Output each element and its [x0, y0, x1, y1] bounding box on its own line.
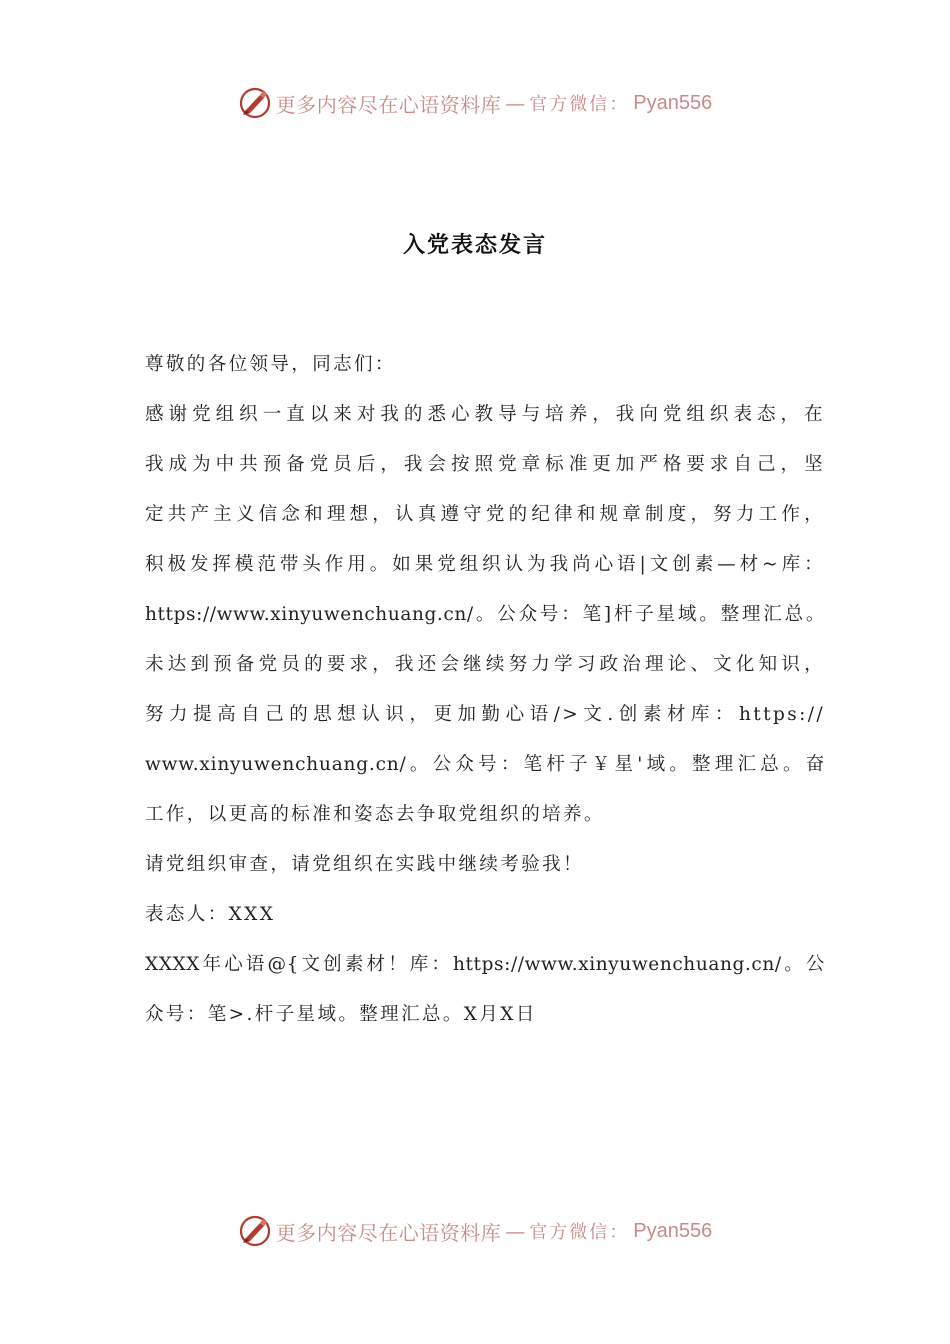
- watermark-wechat-id: Pyan556: [633, 1219, 713, 1242]
- body-line-salutation: 尊敬的各位领导，同志们：: [145, 354, 396, 375]
- body-line-date: XXXX年心语@{文创素材！库：https://www.xinyuwenchuang.cn/。公: [145, 954, 825, 975]
- body-line: 未达到预备党员的要求，我还会继续努力学习政治理论、文化知识，: [145, 654, 825, 675]
- body-line: 定共产主义信念和理想，认真遵守党的纪律和规章制度，努力工作，: [145, 504, 825, 525]
- body-line-request: 请党组织审查，请党组织在实践中继续考验我！: [145, 854, 584, 875]
- watermark-row: [238, 1214, 712, 1248]
- watermark-separator: —: [505, 1219, 526, 1243]
- footer-watermark: [0, 1211, 950, 1251]
- body-line: 感谢党组织一直以来对我的悉心教导与培养，我向党组织表态，在: [145, 404, 825, 425]
- watermark-wechat-id: Pyan556: [633, 91, 713, 114]
- watermark-text: 更多内容尽在心语资料库: [275, 92, 502, 117]
- header-watermark: [0, 83, 950, 123]
- body-line: https://www.xinyuwenchuang.cn/。公众号：笔]杆子星域。整理汇总。: [145, 604, 825, 625]
- watermark-label: 官方微信：: [529, 1222, 630, 1243]
- body-line: 工作，以更高的标准和姿态去争取党组织的培养。: [145, 804, 605, 825]
- watermark-label: 官方微信：: [529, 94, 630, 115]
- body-line-date-cont: 众号：笔>.杆子星域。整理汇总。X月X日: [145, 1004, 537, 1025]
- watermark-row: [238, 86, 712, 120]
- pen-logo-icon: [238, 86, 272, 120]
- document-title: 入党表态发言: [402, 233, 547, 258]
- body-line: 我成为中共预备党员后，我会按照党章标准更加严格要求自己，坚: [145, 454, 825, 475]
- body-line: 积极发挥模范带头作用。如果党组织认为我尚心语|文创素—材~库：: [145, 554, 825, 575]
- body-line: 努力提高自己的思想认识，更加勤心语/>文.创素材库：https://: [145, 704, 825, 725]
- document-body: [145, 340, 825, 1040]
- body-line: www.xinyuwenchuang.cn/。公众号：笔杆子￥星'域。整理汇总。奋: [145, 754, 825, 775]
- watermark-separator: —: [505, 91, 526, 115]
- pen-logo-icon: [238, 1214, 272, 1248]
- body-line-signatory: 表态人：XXX: [145, 904, 276, 925]
- watermark-text: 更多内容尽在心语资料库: [275, 1220, 502, 1245]
